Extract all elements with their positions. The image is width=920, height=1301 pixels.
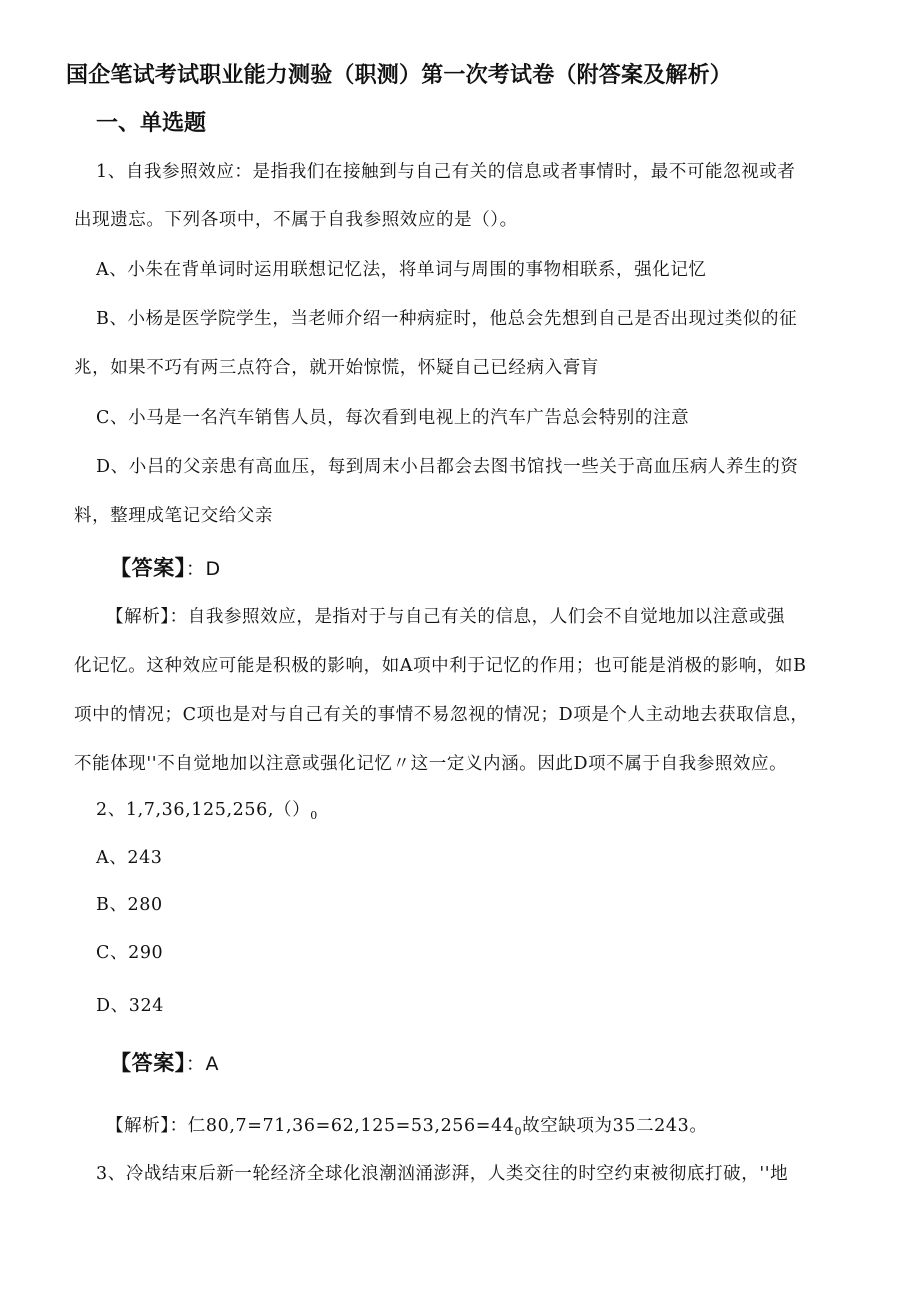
q2-stem-text: 2、1,7,36,125,256,（）	[96, 800, 311, 820]
q2-answer	[110, 1047, 219, 1077]
answer-label: 【答案】	[110, 556, 186, 580]
answer-value: ：A	[185, 1053, 220, 1075]
q3-stem-line1: 3、冷战结束后新一轮经济全球化浪潮汹涌澎湃，人类交往的时空约束被彻底打破，''地	[96, 1164, 789, 1184]
q2-option-a: A、243	[96, 848, 163, 868]
answer-value: ：D	[185, 558, 221, 580]
q1-option-a: A、小朱在背单词时运用联想记忆法，将单词与周围的事物相联系，强化记忆	[96, 260, 707, 280]
q2-stem	[96, 796, 318, 822]
q2-analysis-tail: 故空缺项为35二243。	[522, 1116, 708, 1136]
answer-label: 【答案】	[110, 1051, 186, 1075]
q1-analysis-line4: 不能体现''不自觉地加以注意或强化记忆〃这一定义内涵。因此D项不属于自我参照效应。	[74, 754, 788, 774]
q2-option-d: D、324	[96, 996, 164, 1016]
q1-option-c: C、小马是一名汽车销售人员，每次看到电视上的汽车广告总会特别的注意	[96, 408, 690, 428]
q1-analysis-line1: 【解析】：自我参照效应，是指对于与自己有关的信息，人们会不自觉地加以注意或强	[106, 607, 786, 627]
q2-stem-sub: 0	[310, 809, 318, 822]
q2-option-c: C、290	[96, 943, 164, 963]
q1-stem-line2: 出现遗忘。下列各项中，不属于自我参照效应的是（）。	[74, 210, 518, 230]
q1-option-b-line2: 兆，如果不巧有两三点符合，就开始惊慌，怀疑自己已经病入膏肓	[74, 358, 599, 378]
q2-analysis-main: 【解析】：仁80,7=71,36=62,125=53,256=44	[106, 1116, 515, 1136]
q1-analysis-line3: 项中的情况；C项也是对与自己有关的事情不易忽视的情况；D项是个人主动地去获取信息，	[74, 705, 809, 725]
q1-option-b-line1: B、小杨是医学院学生，当老师介绍一种病症时，他总会先想到自己是否出现过类似的征	[96, 309, 798, 329]
q2-analysis	[106, 1112, 707, 1138]
q1-option-d-line2: 料，整理成笔记交给父亲	[74, 506, 274, 526]
q1-answer	[110, 552, 221, 582]
section-heading: 一、单选题	[96, 111, 207, 136]
q1-option-d-line1: D、小吕的父亲患有高血压，每到周末小吕都会去图书馆找一些关于高血压病人养生的资	[96, 457, 799, 477]
q1-analysis-line2: 化记忆。这种效应可能是积极的影响，如A项中利于记忆的作用；也可能是消极的影响，如B	[74, 656, 807, 676]
q2-analysis-sub: 0	[514, 1125, 523, 1138]
q1-stem-line1: 1、自我参照效应：是指我们在接触到与自己有关的信息或者事情时，最不可能忽视或者	[96, 162, 796, 182]
q2-option-b: B、280	[96, 895, 163, 915]
document-title: 国企笔试考试职业能力测验（职测）第一次考试卷（附答案及解析）	[66, 63, 733, 88]
